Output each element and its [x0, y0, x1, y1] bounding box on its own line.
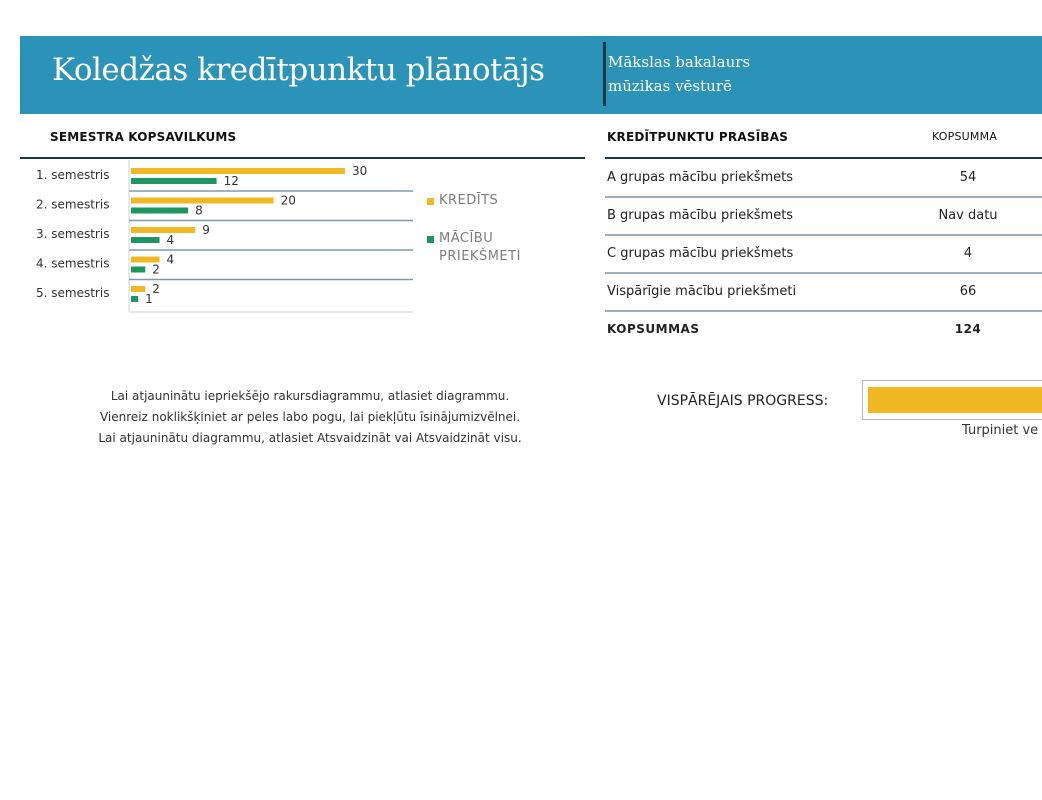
- category-label: 1. semestris: [36, 168, 110, 182]
- row-value: Nav datu: [938, 208, 998, 223]
- requirements-divider: [605, 157, 1042, 159]
- table-row: [605, 274, 1042, 312]
- data-label: 2: [152, 282, 160, 296]
- row-value: 66: [959, 284, 977, 299]
- degree-line-1: Mākslas bakalaurs: [608, 53, 751, 71]
- table-row: [605, 236, 1042, 274]
- overall-progress-bar: [862, 380, 1042, 420]
- requirements-table: [605, 160, 1042, 348]
- data-label: 12: [223, 174, 239, 188]
- credit-requirements-heading: KREDĪTPUNKTU PRASĪBAS: [607, 130, 789, 144]
- data-label: 2: [152, 262, 160, 277]
- header-divider: [603, 42, 606, 106]
- legend-item-courses: [427, 230, 521, 266]
- degree-title: [608, 50, 750, 98]
- row-label: Vispārīgie mācību priekšmeti: [607, 284, 797, 299]
- category-label: 3. semestris: [36, 227, 110, 241]
- bar-courses[interactable]: [131, 237, 160, 243]
- bar-credits[interactable]: [131, 286, 145, 292]
- header-banner: [20, 36, 1042, 114]
- row-label: C grupas mācību priekšmets: [607, 246, 794, 261]
- table-row: [605, 160, 1042, 198]
- row-label: B grupas mācību priekšmets: [607, 208, 794, 223]
- category-label: 4. semestris: [36, 256, 110, 271]
- data-label: 4: [166, 252, 175, 267]
- bar-courses[interactable]: [131, 208, 188, 214]
- legend-label-courses-1: MĀCĪBU: [439, 231, 494, 246]
- data-label: 20: [280, 193, 296, 208]
- data-label: 9: [202, 223, 210, 237]
- data-label: 8: [195, 203, 203, 218]
- totals-value: 124: [954, 322, 982, 336]
- bar-credits[interactable]: [131, 227, 195, 233]
- chart-legend: [427, 192, 521, 286]
- data-label: 4: [166, 233, 175, 247]
- degree-line-2: mūzikas vēsturē: [608, 77, 732, 95]
- note-line-2: Vienreiz noklikšķiniet ar peles labo pogu, lai piekļūtu īsinājumizvēlnei.: [99, 410, 521, 424]
- bar-courses[interactable]: [131, 178, 217, 184]
- semester-summary-heading: SEMESTRA KOPSAVILKUMS: [50, 130, 237, 144]
- total-column-heading: KOPSUMMA: [932, 130, 998, 143]
- progress-status-text: Turpiniet ve: [962, 423, 1039, 438]
- row-value: 4: [963, 246, 973, 261]
- category-label: 2. semestris: [36, 197, 110, 212]
- note-line-1: Lai atjauninātu iepriekšējo rakursdiagrammu, atlasiet diagrammu.: [110, 389, 510, 403]
- summary-divider: [20, 157, 585, 159]
- overall-progress-label: VISPĀRĒJAIS PROGRESS:: [657, 393, 829, 409]
- page-title: Koledžas kredītpunktu plānotājs: [52, 52, 545, 88]
- row-value: 54: [959, 170, 977, 185]
- category-label: 5. semestris: [36, 286, 110, 300]
- chart-instructions: [40, 386, 580, 449]
- note-line-3: Lai atjauninātu diagrammu, atlasiet Atsvaidzināt vai Atsvaidzināt visu.: [98, 431, 522, 445]
- legend-item-credits: [427, 192, 521, 210]
- totals-label: KOPSUMMAS: [607, 322, 700, 336]
- overall-progress-fill: [868, 387, 1042, 413]
- row-label: A grupas mācību priekšmets: [607, 170, 794, 185]
- legend-label-courses-2: PRIEKŠMETI: [439, 249, 521, 264]
- data-label: 30: [352, 164, 368, 178]
- totals-row: [605, 312, 1042, 348]
- bar-courses[interactable]: [131, 267, 145, 273]
- data-label: 1: [145, 292, 153, 306]
- bar-courses[interactable]: [131, 296, 138, 302]
- legend-swatch-credits: [427, 198, 434, 205]
- legend-swatch-courses: [427, 236, 434, 243]
- table-row: [605, 198, 1042, 236]
- legend-label-credits: KREDĪTS: [439, 193, 499, 208]
